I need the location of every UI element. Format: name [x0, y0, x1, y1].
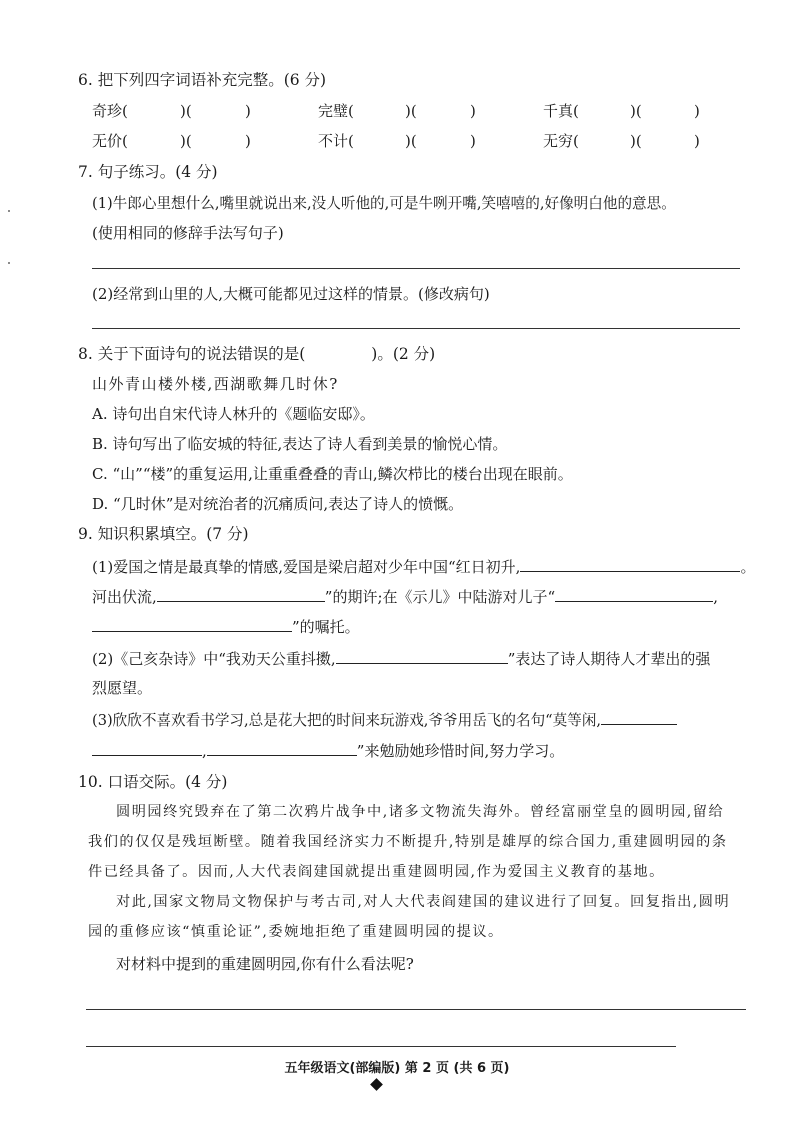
answer-line[interactable]	[92, 328, 740, 329]
page-footer: 五年级语文(部编版) 第 2 页 (共 6 页)	[284, 1061, 510, 1076]
q8-option-b: B. 诗句写出了临安城的特征,表达了诗人看到美景的愉悦心情。	[92, 435, 508, 453]
idiom-bracket: )	[470, 102, 476, 120]
q9-text: (2)《己亥杂诗》中“我劝天公重抖擞,	[92, 650, 336, 668]
q9-text: ”表达了诗人期待人才辈出的强	[507, 650, 711, 668]
q10-material-line: 件已经具备了。因而,人大代表阎建国就提出重建圆明园,作为爱国主义教育的基地。	[88, 864, 665, 880]
idiom-bracket: )(	[180, 102, 192, 120]
scan-speck	[8, 210, 10, 212]
question-9-title: 9. 知识积累填空。(7 分)	[78, 525, 249, 543]
q9-line-6	[92, 709, 677, 731]
q10-material-line: 对此,国家文物局文物保护与考古司,对人大代表阎建国的建议进行了回复。回复指出,圆明	[116, 894, 731, 910]
q8-option-c: C. “山”“楼”的重复运用,让重重叠叠的青山,鳞次栉比的楼台出现在眼前。	[92, 465, 573, 483]
idiom-bracket: )	[694, 132, 700, 150]
q9-line-3	[92, 616, 360, 637]
q9-text: 河出伏流,	[92, 588, 157, 606]
q9-line-7	[92, 740, 564, 761]
fill-blank[interactable]	[601, 709, 677, 725]
answer-line[interactable]	[92, 268, 740, 269]
idiom-prefix: 无穷(	[543, 132, 579, 150]
idiom-bracket: )	[470, 132, 476, 150]
q9-line-5: 烈愿望。	[92, 679, 153, 697]
answer-line[interactable]	[86, 1009, 746, 1010]
scan-speck	[8, 262, 10, 264]
q9-text: ,	[713, 588, 718, 606]
q9-text: (1)爱国之情是最真挚的情感,爱国是梁启超对少年中国“红日初升,	[92, 558, 521, 576]
q8-poem: 山外青山楼外楼,西湖歌舞几时休?	[92, 375, 339, 393]
q10-material-line: 园的重修应该“慎重论证”,委婉地拒绝了重建圆明园的提议。	[88, 924, 504, 940]
idiom-prefix: 不计(	[318, 132, 354, 150]
q7-sentence-1: (1)牛郎心里想什么,嘴里就说出来,没人听他的,可是牛咧开嘴,笑嘻嘻的,好像明白他的意思。	[92, 195, 676, 212]
fill-blank[interactable]	[157, 586, 325, 602]
q10-question: 对材料中提到的重建圆明园,你有什么看法呢?	[116, 955, 414, 973]
idiom-bracket: )(	[180, 132, 192, 150]
idiom-bracket: )(	[405, 132, 417, 150]
q9-line-1	[92, 556, 755, 577]
fill-blank[interactable]	[555, 586, 713, 602]
q9-line-4	[92, 648, 710, 669]
fill-blank[interactable]	[520, 556, 740, 572]
q9-text: ”来勉励她珍惜时间,努力学习。	[356, 742, 565, 760]
answer-line[interactable]	[86, 1046, 676, 1047]
q7-sentence-2: (2)经常到山里的人,大概可能都见过这样的情景。(修改病句)	[92, 285, 490, 303]
fill-blank[interactable]	[92, 740, 202, 756]
idiom-bracket: )(	[630, 132, 642, 150]
q9-text: 。	[740, 558, 756, 576]
diamond-icon	[370, 1078, 383, 1091]
idiom-prefix: 千真(	[543, 102, 579, 120]
q10-material-line: 圆明园终究毁弃在了第二次鸦片战争中,诸多文物流失海外。曾经富丽堂皇的圆明园,留给	[116, 804, 725, 820]
question-10-title: 10. 口语交际。(4 分)	[78, 773, 228, 791]
q7-instruction-1: (使用相同的修辞手法写句子)	[92, 224, 284, 242]
q8-option-d: D. “几时休”是对统治者的沉痛质问,表达了诗人的愤慨。	[92, 495, 464, 513]
idiom-prefix: 奇珍(	[92, 102, 128, 120]
question-8-title	[78, 344, 435, 364]
q9-text: ”的期许;在《示儿》中陆游对儿子“	[324, 588, 556, 606]
idiom-prefix: 无价(	[92, 132, 128, 150]
idiom-bracket: )(	[405, 102, 417, 120]
idiom-prefix: 完璧(	[318, 102, 354, 120]
q8-option-a: A. 诗句出自宋代诗人林升的《题临安邸》。	[92, 405, 375, 423]
fill-blank[interactable]	[336, 648, 508, 664]
idiom-bracket: )(	[630, 102, 642, 120]
q8-title-end: )。(2 分)	[371, 345, 436, 363]
idiom-bracket: )	[245, 132, 251, 150]
idiom-bracket: )	[245, 102, 251, 120]
q8-title-start: 8. 关于下面诗句的说法错误的是(	[78, 345, 306, 363]
q9-text: (3)欣欣不喜欢看书学习,总是花大把的时间来玩游戏,爷爷用岳飞的名句“莫等闲,	[92, 712, 602, 729]
question-6-title: 6. 把下列四字词语补充完整。(6 分)	[78, 71, 327, 89]
q9-text: ,	[202, 742, 207, 760]
q9-text: ”的嘱托。	[292, 618, 360, 636]
q10-material-line: 我们的仅仅是残垣断壁。随着我国经济实力不断提升,特别是雄厚的综合国力,重建圆明园的条	[88, 834, 728, 850]
question-7-title: 7. 句子练习。(4 分)	[78, 163, 218, 181]
q9-line-2	[92, 586, 718, 607]
idiom-bracket: )	[694, 102, 700, 120]
fill-blank[interactable]	[92, 616, 292, 632]
fill-blank[interactable]	[207, 740, 357, 756]
